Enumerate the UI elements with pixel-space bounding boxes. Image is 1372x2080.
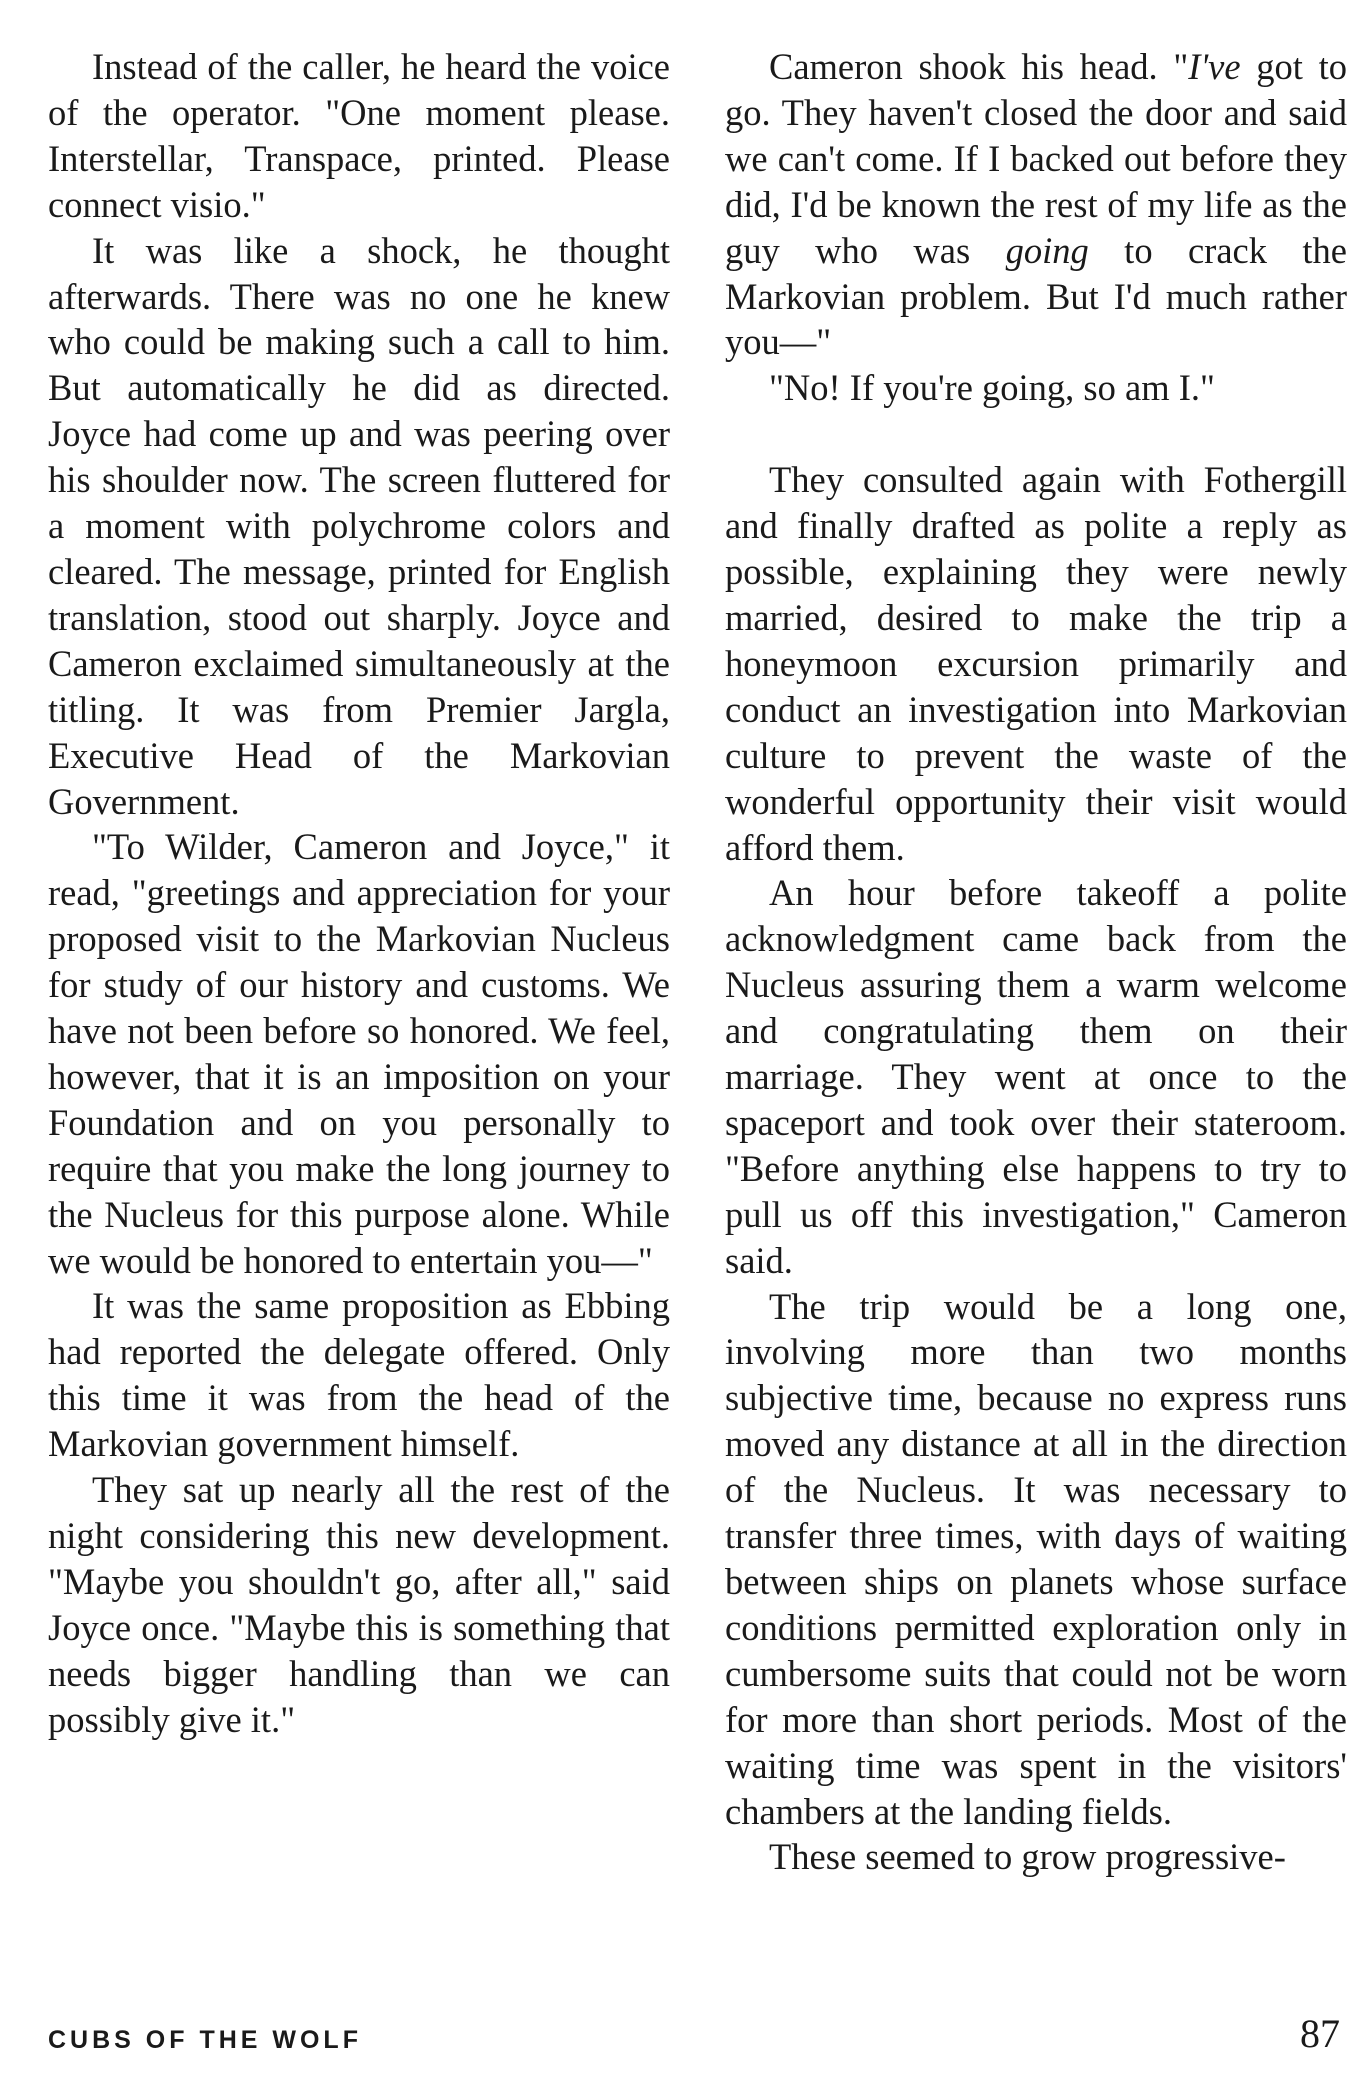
left-text-column	[48, 44, 670, 1743]
paragraph-same-proposition: It was the same proposition as Ebbing had reported the delegate offered. Only this time it was from the head of the Markovian government himself.	[48, 1285, 670, 1465]
paragraph-long-trip: The trip would be a long one, involving more than two months subjective time, because no express runs moved any distance at all in the direction of the Nucleus. It was necessary to transfer three times, with days of waiting between ships on planets whose surface conditions permitted exploration only in cumbersome suits that could not be worn for more than short periods. Most of the waiting time was spent in the visitors' chambers at the landing fields.	[725, 1285, 1347, 1832]
emphasis-ive: I've	[1188, 46, 1241, 87]
running-footer-title: CUBS OF THE WOLF	[48, 2026, 362, 2054]
text-run: Cameron shook his head. "	[769, 46, 1189, 87]
paragraph-sat-up: They sat up nearly all the rest of the night considering this new development. "Maybe you shouldn't go, after all," said Joyce once. "Maybe this is something that needs bigger handling than we can possibly give it."	[48, 1469, 670, 1740]
page-number: 87	[1300, 2011, 1340, 2056]
text-run: got to go. They haven't closed the door and said we can't come. If I backed out before they did, I'd be known the rest of my life as the guy who was	[725, 46, 1347, 271]
paragraph-progressive: These seemed to grow progressive-	[769, 1836, 1286, 1878]
paragraph-operator-voice: Instead of the caller, he heard the voice of the operator. "One moment please. Interstellar, Transpace, printed. Please connect visio."	[48, 46, 670, 225]
paragraph-premier-message: "To Wilder, Cameron and Joyce," it read, "greetings and appreciation for your proposed visit to the Markovian Nucleus for study of our history and customs. We have not been before so honored. We feel, however, that it is an imposition on your Foundation and on you personally to require that you make the long journey to the Nucleus for this purpose alone. While we would be honored to entertain you—"	[48, 826, 670, 1281]
right-text-column	[725, 44, 1347, 1880]
text-run: to crack the Markovian problem. But I'd much rather you—"	[725, 229, 1347, 363]
emphasis-going: going	[1005, 229, 1089, 271]
paragraph-shock: It was like a shock, he thought afterwards. There was no one he knew who could be making such a call to him. But automatically he did as directed. Joyce had come up and was peering over his shoulder now. The screen fluttered for a moment with polychrome colors and cleared. The message, printed for English translation, stood out sharply. Joyce and Cameron exclaimed simultaneously at the titling. It was from Premier Jargla, Executive Head of the Markovian Government.	[48, 229, 670, 822]
paragraph-hour-before-takeoff: An hour before takeoff a polite acknowledgment came back from the Nucleus assuring them a warm welcome and congratulating them on their marriage. They went at once to the spaceport and took over their stateroom. "Before anything else happens to try to pull us off this investigation," Cameron said.	[725, 872, 1347, 1281]
paragraph-joyce-reply: "No! If you're going, so am I."	[769, 367, 1215, 409]
paragraph-consulted-fothergill: They consulted again with Fothergill and finally drafted as polite a reply as possible, explaining they were newly married, desired to make the trip a honeymoon excursion primarily and conduct an investigation into Markovian culture to prevent the waste of the wonderful opportunity their visit would afford them.	[725, 459, 1347, 868]
paragraph-cameron-shook-head	[725, 44, 1347, 365]
